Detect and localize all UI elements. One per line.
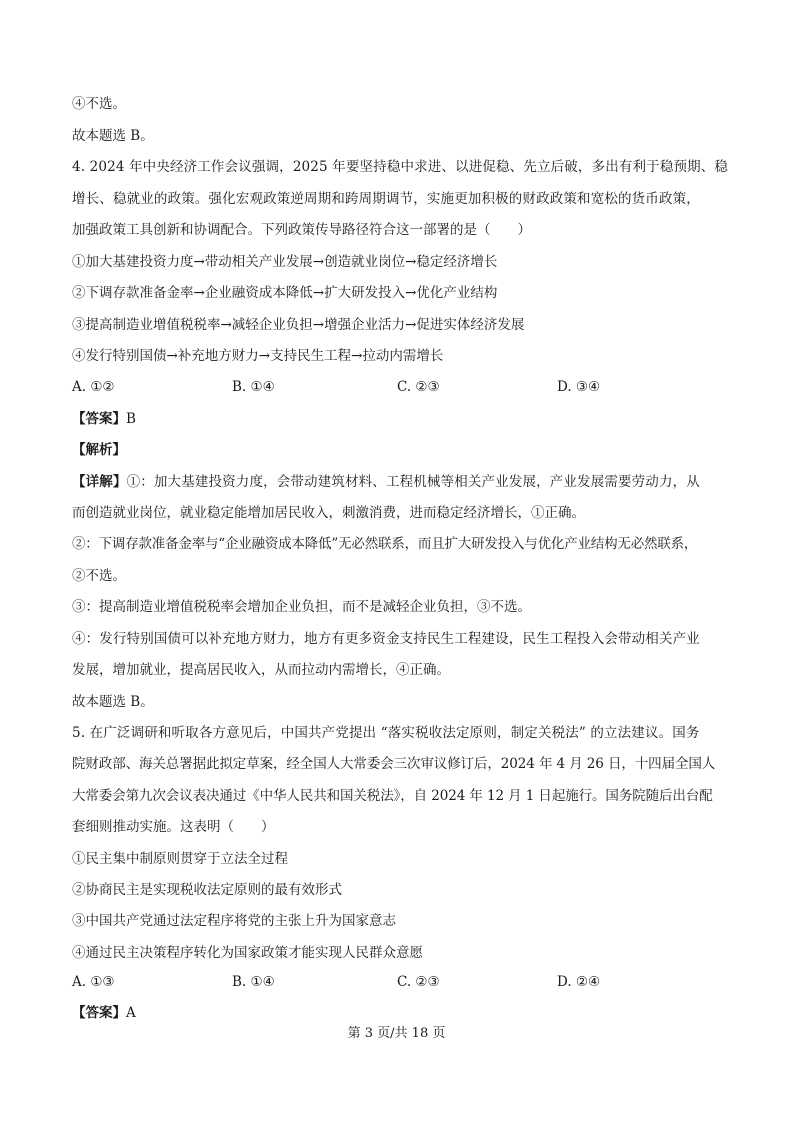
question-4-statement: ④发行特别国债→补充地方财力→支持民生工程→拉动内需增长 [72, 348, 444, 364]
question-5-statement: ③中国共产党通过法定程序将党的主张上升为国家意志 [72, 913, 396, 929]
detail-text: 发展，增加就业，提高居民收入，从而拉动内需增长，④正确。 [72, 662, 450, 678]
answer-value: B [126, 411, 136, 427]
question-5-stem: 5. 在广泛调研和听取各方意见后，中国共产党提出 “落实税收法定原则，制定关税法” 的立法建议。国务 [72, 725, 700, 741]
question-5-stem: 大常委会第九次会议表决通过《中华人民共和国关税法》，自 2024 年 12 月 1 日起施行。国务院随后出台配 [72, 788, 713, 804]
answer-line [72, 1003, 136, 1023]
question-4-stem: 增长、稳就业的政策。强化宏观政策逆周期和跨周期调节，实施更加积极的财政政策和宽松的货币政策， [72, 191, 700, 207]
answer-tag: 【答案】 [72, 1005, 126, 1021]
question-5-statement: ①民主集中制原则贯穿于立法全过程 [72, 851, 288, 867]
text-line: ④不选。 [72, 96, 126, 112]
detail-text: 故本题选 B。 [72, 694, 154, 710]
question-4-option-a: A. ①② [72, 379, 115, 395]
text-line: 故本题选 B。 [72, 128, 154, 144]
detail-tag: 【详解】 [72, 474, 127, 490]
answer-value: A [126, 1005, 136, 1021]
detail-text: 而创造就业岗位，就业稳定能增加居民收入，刺激消费，进而稳定经济增长，①正确。 [72, 505, 585, 521]
detail-line [72, 472, 700, 492]
question-5-statement: ④通过民主决策程序转化为国家政策才能实现人民群众意愿 [72, 945, 423, 961]
question-4-statement: ②下调存款准备金率→企业融资成本降低→扩大研发投入→优化产业结构 [72, 285, 498, 301]
answer-tag: 【答案】 [72, 411, 126, 427]
question-4-statement: ①加大基建投资力度→带动相关产业发展→创造就业岗位→稳定经济增长 [72, 254, 498, 270]
detail-text: ③：提高制造业增值税税率会增加企业负担，而不是减轻企业负担，③不选。 [72, 599, 531, 615]
question-4-statement: ③提高制造业增值税税率→减轻企业负担→增强企业活力→促进实体经济发展 [72, 317, 525, 333]
question-4-stem: 4. 2024 年中央经济工作会议强调，2025 年要坚持稳中求进、以进促稳、先立后破，多出有利于稳预期、稳 [72, 159, 729, 175]
question-5-option-b: B. ①④ [232, 974, 275, 990]
question-5-option-c: C. ②③ [397, 974, 440, 990]
analysis-line [72, 440, 126, 460]
question-5-statement: ②协商民主是实现税收法定原则的最有效形式 [72, 882, 342, 898]
answer-line [72, 409, 136, 429]
question-4-option-b: B. ①④ [232, 379, 275, 395]
question-5-option-d: D. ②④ [557, 974, 601, 990]
question-4-option-c: C. ②③ [397, 379, 440, 395]
question-5-stem: 套细则推动实施。这表明（ ） [72, 819, 275, 835]
page-footer: 第 3 页/共 18 页 [347, 1026, 446, 1041]
detail-text: ②：下调存款准备金率与“企业融资成本降低”无必然联系，而且扩大研发投入与优化产业结构无必然联系， [72, 536, 698, 552]
question-5-stem: 院财政部、海关总署据此拟定草案，经全国人大常委会三次审议修订后，2024 年 4 月 26 日，十四届全国人 [72, 756, 716, 772]
question-5-option-a: A. ①③ [72, 974, 115, 990]
detail-text: ②不选。 [72, 568, 126, 584]
question-4-option-d: D. ③④ [557, 379, 601, 395]
detail-text: ①：加大基建投资力度，会带动建筑材料、工程机械等相关产业发展，产业发展需要劳动力，从 [126, 474, 700, 490]
detail-text: ④：发行特别国债可以补充地方财力，地方有更多资金支持民生工程建设，民生工程投入会带动相关产业 [72, 631, 700, 647]
analysis-tag: 【解析】 [72, 442, 126, 458]
question-4-stem: 加强政策工具创新和协调配合。下列政策传导路径符合这一部署的是（ ） [72, 222, 531, 238]
